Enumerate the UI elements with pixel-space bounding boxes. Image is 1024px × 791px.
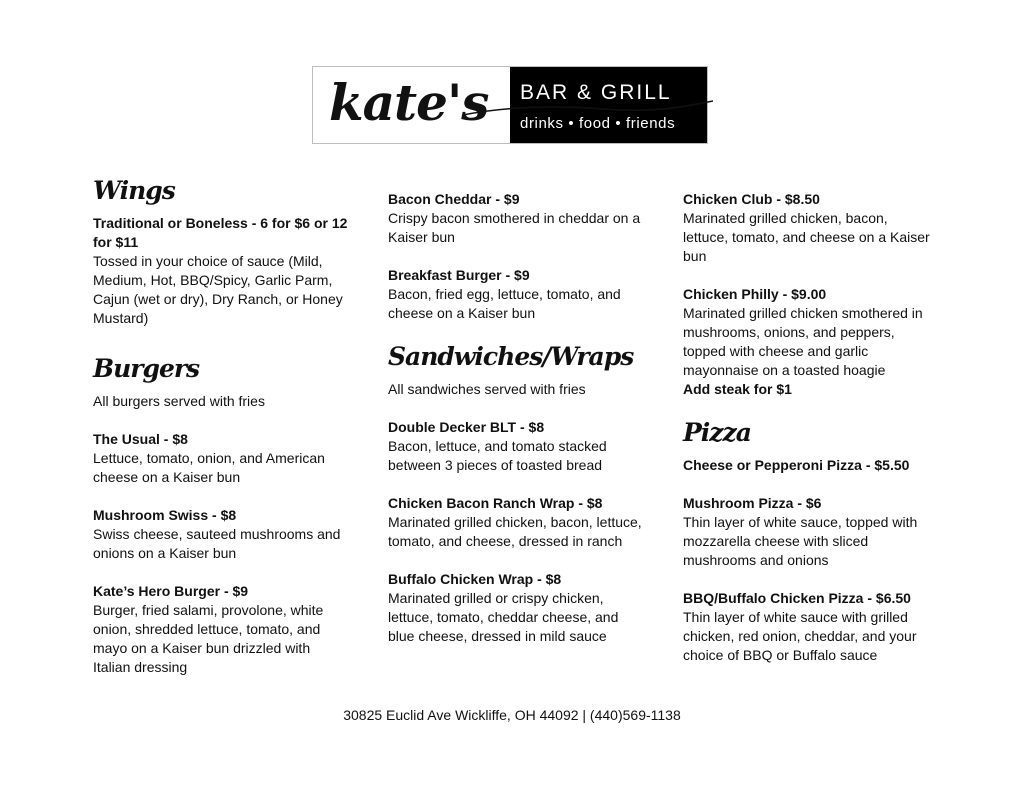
- menu-item-desc: Thin layer of white sauce, topped with mozzarella cheese with sliced mushrooms and onions: [683, 514, 918, 568]
- wings-title: Wings: [93, 176, 175, 205]
- menu-item: [388, 418, 643, 475]
- logo-script-text: kate's: [329, 73, 489, 132]
- menu-item-name: Mushroom Swiss - $8: [93, 507, 237, 523]
- menu-item-extra: Add steak for $1: [683, 381, 792, 397]
- menu-item: [388, 266, 643, 323]
- menu-item-name: Mushroom Pizza - $6: [683, 495, 822, 511]
- menu-item: [683, 589, 933, 665]
- menu-item-desc: Tossed in your choice of sauce (Mild, Medium, Hot, BBQ/Spicy, Garlic Parm, Cajun (wet or dry), Dry Ranch, or Honey Mustard): [93, 253, 343, 326]
- menu-item-name: Chicken Philly - $9.00: [683, 286, 827, 302]
- logo-tagline: drinks • food • friends: [520, 115, 676, 132]
- menu-column-1: [93, 176, 348, 696]
- footer-address: 30825 Euclid Ave Wickliffe, OH 44092 | (440)569-1138: [343, 707, 681, 723]
- menu-item-name: Buffalo Chicken Wrap - $8: [388, 571, 562, 587]
- pizza-section: [683, 418, 933, 665]
- menu-item-desc: Marinated grilled chicken, bacon, lettuce, tomato, and cheese, dressed in ranch: [388, 514, 642, 549]
- menu-item-desc: Bacon, fried egg, lettuce, tomato, and cheese on a Kaiser bun: [388, 286, 621, 321]
- menu-item: [683, 285, 933, 399]
- menu-item-desc: Burger, fried salami, provolone, white onion, shredded lettuce, tomato, and mayo on a Kaiser bun drizzled with Italian dressing: [93, 602, 324, 675]
- wings-section: [93, 176, 348, 328]
- logo-title-panel: [510, 67, 707, 143]
- burgers-note: All burgers served with fries: [93, 393, 265, 409]
- menu-item-desc: Marinated grilled chicken, bacon, lettuce, tomato, and cheese on a Kaiser bun: [683, 210, 930, 264]
- menu-item-desc: Marinated grilled chicken smothered in mushrooms, onions, and peppers, topped with cheese and garlic mayonnaise on a toasted hoagie: [683, 305, 923, 378]
- menu-item: [388, 190, 643, 247]
- sandwiches-section: [388, 342, 643, 646]
- menu-item-name: Chicken Bacon Ranch Wrap - $8: [388, 495, 603, 511]
- burgers-section: [93, 354, 348, 677]
- menu-column-3: [683, 190, 933, 684]
- menu-item-desc: Swiss cheese, sauteed mushrooms and onions on a Kaiser bun: [93, 526, 341, 561]
- menu-item-desc: Crispy bacon smothered in cheddar on a Kaiser bun: [388, 210, 641, 245]
- menu-item: [93, 430, 348, 487]
- sandwiches-title: Sandwiches/Wraps: [388, 342, 634, 371]
- menu-item-desc: Marinated grilled or crispy chicken, lettuce, tomato, cheddar cheese, and blue cheese, dressed in mild sauce: [388, 590, 619, 644]
- menu-item-name: Chicken Club - $8.50: [683, 191, 820, 207]
- menu-column-2: [388, 190, 643, 665]
- menu-item: [93, 506, 348, 563]
- menu-item: [683, 494, 933, 570]
- menu-item-name: Bacon Cheddar - $9: [388, 191, 520, 207]
- menu-item-desc: Bacon, lettuce, and tomato stacked between 3 pieces of toasted bread: [388, 438, 607, 473]
- menu-item-name: Kate’s Hero Burger - $9: [93, 583, 249, 599]
- menu-item: [388, 570, 643, 646]
- menu-item: [93, 214, 348, 328]
- menu-item: [683, 456, 933, 475]
- menu-item-name: BBQ/Buffalo Chicken Pizza - $6.50: [683, 590, 911, 606]
- menu-item: [388, 494, 643, 551]
- menu-item-name: The Usual - $8: [93, 431, 188, 447]
- menu-item-name: Breakfast Burger - $9: [388, 267, 530, 283]
- sandwiches-note: All sandwiches served with fries: [388, 381, 586, 397]
- logo-title: BAR & GRILL: [520, 81, 672, 104]
- menu-item-name: Cheese or Pepperoni Pizza - $5.50: [683, 457, 910, 473]
- menu-item: [683, 190, 933, 266]
- burgers-title: Burgers: [93, 354, 200, 383]
- menu-item-desc: Lettuce, tomato, onion, and American cheese on a Kaiser bun: [93, 450, 325, 485]
- menu-item-name: Traditional or Boneless - 6 for $6 or 12 for $11: [93, 215, 348, 250]
- menu-item-name: Double Decker BLT - $8: [388, 419, 545, 435]
- pizza-title: Pizza: [683, 418, 751, 447]
- logo: [312, 66, 708, 144]
- menu-item-desc: Thin layer of white sauce with grilled chicken, red onion, cheddar, and your choice of BBQ or Buffalo sauce: [683, 609, 917, 663]
- menu-item: [93, 582, 348, 677]
- logo-script-panel: [313, 67, 510, 143]
